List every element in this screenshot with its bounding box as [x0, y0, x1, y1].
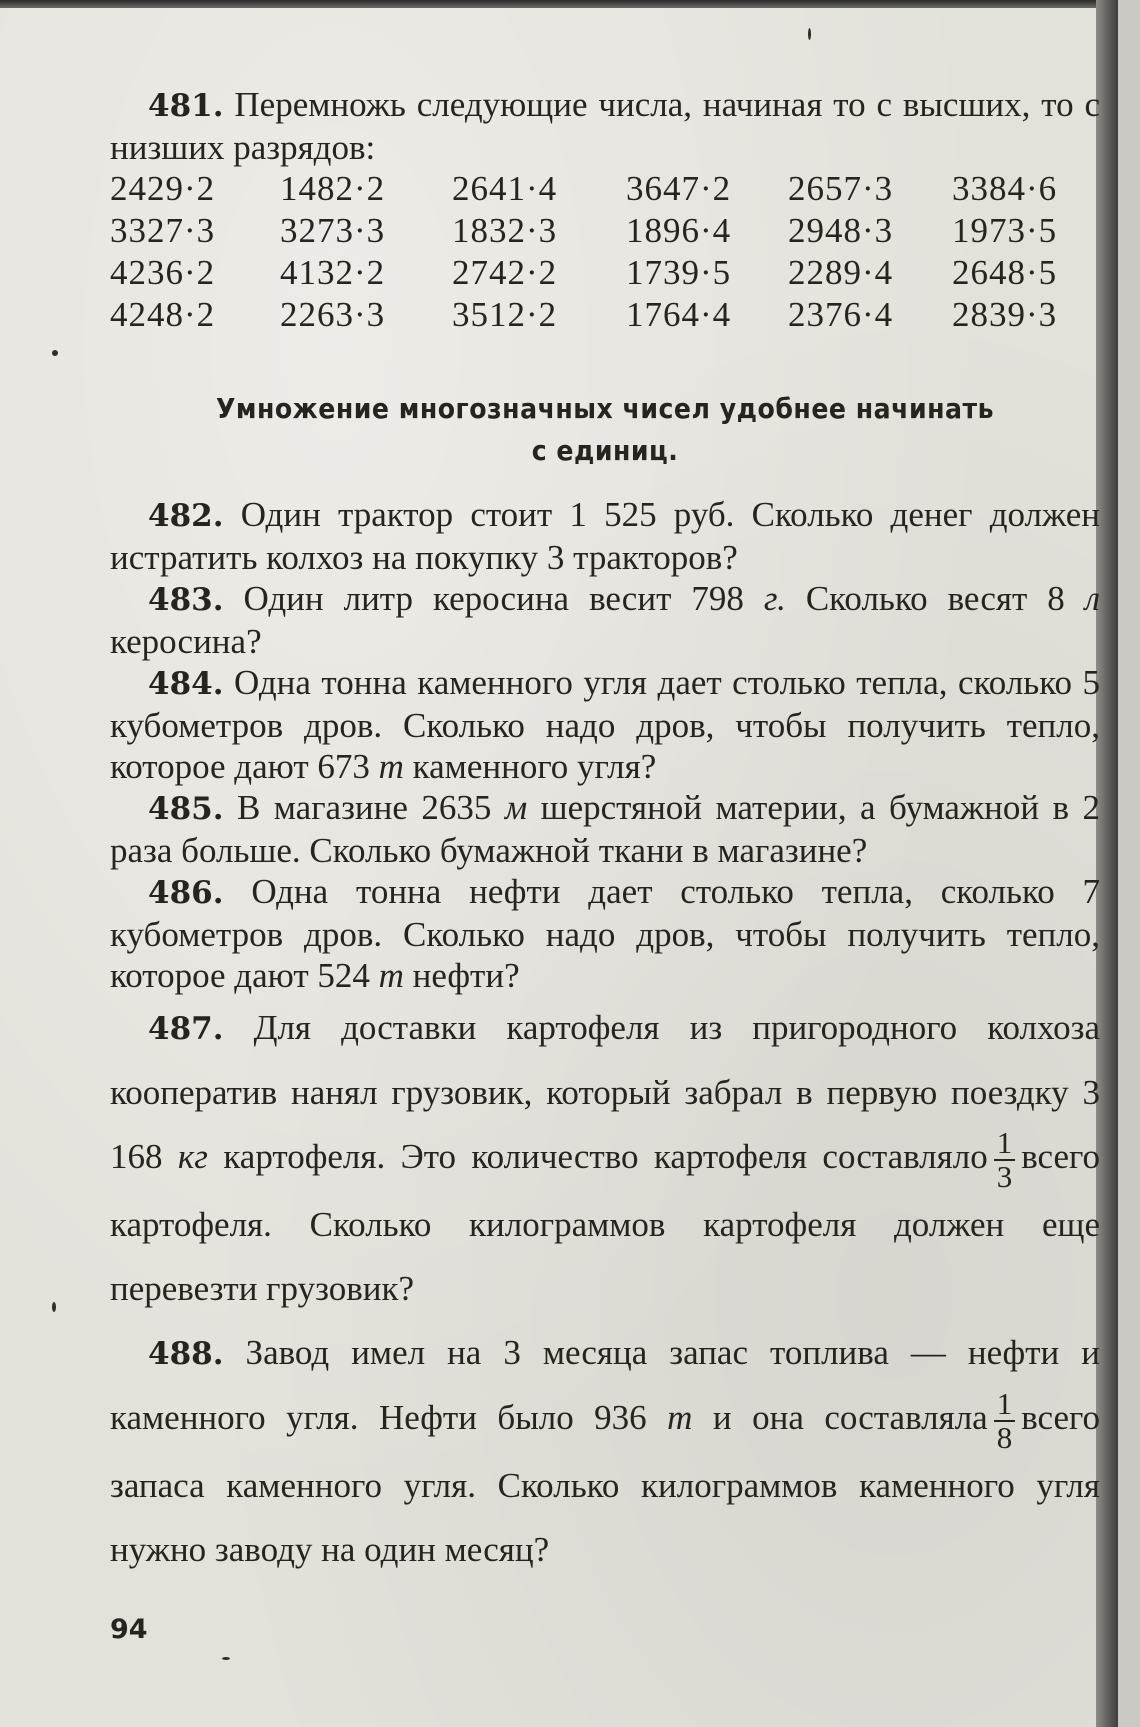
fraction: [994, 1124, 1016, 1194]
fraction-denominator: 8: [996, 1419, 1013, 1455]
problem-text: Завод имел на 3 месяца запас топлива — нефти и каменного угля. Нефти было 936: [110, 1332, 1100, 1437]
paper-speck: [808, 28, 811, 40]
problem-484: [110, 662, 1100, 787]
problem-485: [110, 787, 1100, 871]
problem-481: [110, 84, 1100, 168]
problem-text: Одна тонна нефти дает столько тепла, сколько 7 кубометров дров. Сколько надо дров, чтобы получить тепло, которое дают 524: [110, 872, 1100, 995]
fraction-numerator: 1: [994, 1388, 1016, 1422]
problem-text: картофеля. Это количество картофеля составляло: [223, 1137, 988, 1176]
rule-line-2: с единиц.: [531, 434, 679, 467]
problem-number: 487.: [148, 1011, 224, 1047]
exercise-cell: 2948·3: [788, 211, 894, 250]
exercise-cell: 4248·2: [110, 295, 216, 334]
problem-number: 481.: [148, 88, 224, 124]
unit-label: т: [667, 1397, 693, 1437]
problem-number: 483.: [148, 582, 224, 618]
problem-number: 484.: [148, 666, 224, 702]
multiplication-exercises: [110, 168, 1100, 336]
exercise-cell: 2742·2: [452, 253, 558, 292]
problem-number: 485.: [148, 791, 224, 827]
problem-text: шерстяной материи, а бумажной в 2 раза больше. Сколько бумажной ткани в магазине?: [110, 788, 1101, 870]
fraction-numerator: 1: [994, 1127, 1016, 1161]
exercise-cell: 3512·2: [452, 295, 558, 334]
problem-482: [110, 494, 1100, 578]
exercise-cell: 4132·2: [280, 253, 386, 292]
problem-text: каменного угля?: [412, 747, 657, 786]
paper-speck: [222, 1657, 230, 1660]
exercise-cell: 1739·5: [626, 253, 732, 292]
exercise-cell: 1764·4: [626, 295, 732, 334]
exercise-cell: 2289·4: [788, 253, 894, 292]
exercise-cell: 1896·4: [626, 211, 732, 250]
problem-text: Один трактор стоит 1 525 руб. Сколько денег должен истратить колхоз на покупку 3 тракторов?: [110, 495, 1101, 577]
unit-label: м: [504, 788, 528, 827]
fraction-denominator: 3: [996, 1158, 1013, 1194]
exercise-cell: 2429·2: [110, 169, 216, 208]
exercise-cell: 3327·3: [110, 211, 216, 250]
exercise-cell: 3384·6: [952, 169, 1058, 208]
problem-text: всего картофеля. Сколько килограммов картофеля должен еще перевезти грузовик?: [110, 1137, 1101, 1308]
problem-text: и она составляла: [712, 1397, 988, 1437]
exercise-cell: 4236·2: [110, 253, 216, 292]
unit-label: т: [378, 747, 404, 786]
rule-line-1: Умножение многозначных чисел удобнее начинать: [215, 392, 995, 425]
problem-number: 488.: [148, 1335, 224, 1372]
exercise-cell: 2641·4: [452, 169, 558, 208]
problem-text: Один литр керосина весит 798: [243, 579, 744, 618]
problem-text: всего запаса каменного угля. Сколько килограммов каменного угля нужно заводу на один месяц?: [110, 1397, 1101, 1569]
page-number: 94: [110, 1614, 148, 1645]
exercise-cell: 3273·3: [280, 211, 386, 250]
page-content: [110, 84, 1100, 1582]
problem-487: [110, 996, 1100, 1321]
exercise-cell: 2657·3: [788, 169, 894, 208]
rule-heading: [110, 388, 1100, 472]
unit-label: т: [378, 956, 404, 995]
paper-speck: [52, 350, 58, 356]
fraction: [994, 1385, 1016, 1455]
exercise-cell: 2839·3: [952, 295, 1058, 334]
paper-speck: [52, 1302, 56, 1312]
problem-488: [110, 1321, 1100, 1582]
problem-text: В магазине 2635: [236, 788, 492, 827]
problem-486: [110, 871, 1100, 996]
exercise-cell: 2263·3: [280, 295, 386, 334]
problem-text: керосина?: [110, 622, 262, 661]
unit-label: кг: [177, 1137, 208, 1176]
problem-number: 486.: [148, 875, 224, 911]
problem-text: Одна тонна каменного угля дает столько тепла, сколько 5 кубометров дров. Сколько надо дров, чтобы получить тепло, которое дают 673: [110, 663, 1100, 786]
problem-483: [110, 578, 1100, 662]
problem-text: Перемножь следующие числа, начиная то с высших, то с низших разрядов:: [110, 85, 1100, 167]
exercise-cell: 2376·4: [788, 295, 894, 334]
exercise-cell: 1973·5: [952, 211, 1058, 250]
exercise-cell: 3647·2: [626, 169, 732, 208]
unit-label: л: [1084, 579, 1101, 618]
problem-text: нефти?: [412, 956, 520, 995]
problem-text: Сколько весят 8: [805, 579, 1065, 618]
unit-label: г.: [763, 579, 786, 618]
problem-text: Для доставки картофеля из пригородного колхоза кооператив нанял грузовик, который забрал в первую поездку 3 168: [110, 1008, 1100, 1176]
problem-number: 482.: [148, 498, 224, 534]
exercise-cell: 1482·2: [280, 169, 386, 208]
exercise-cell: 2648·5: [952, 253, 1058, 292]
exercise-cell: 1832·3: [452, 211, 558, 250]
